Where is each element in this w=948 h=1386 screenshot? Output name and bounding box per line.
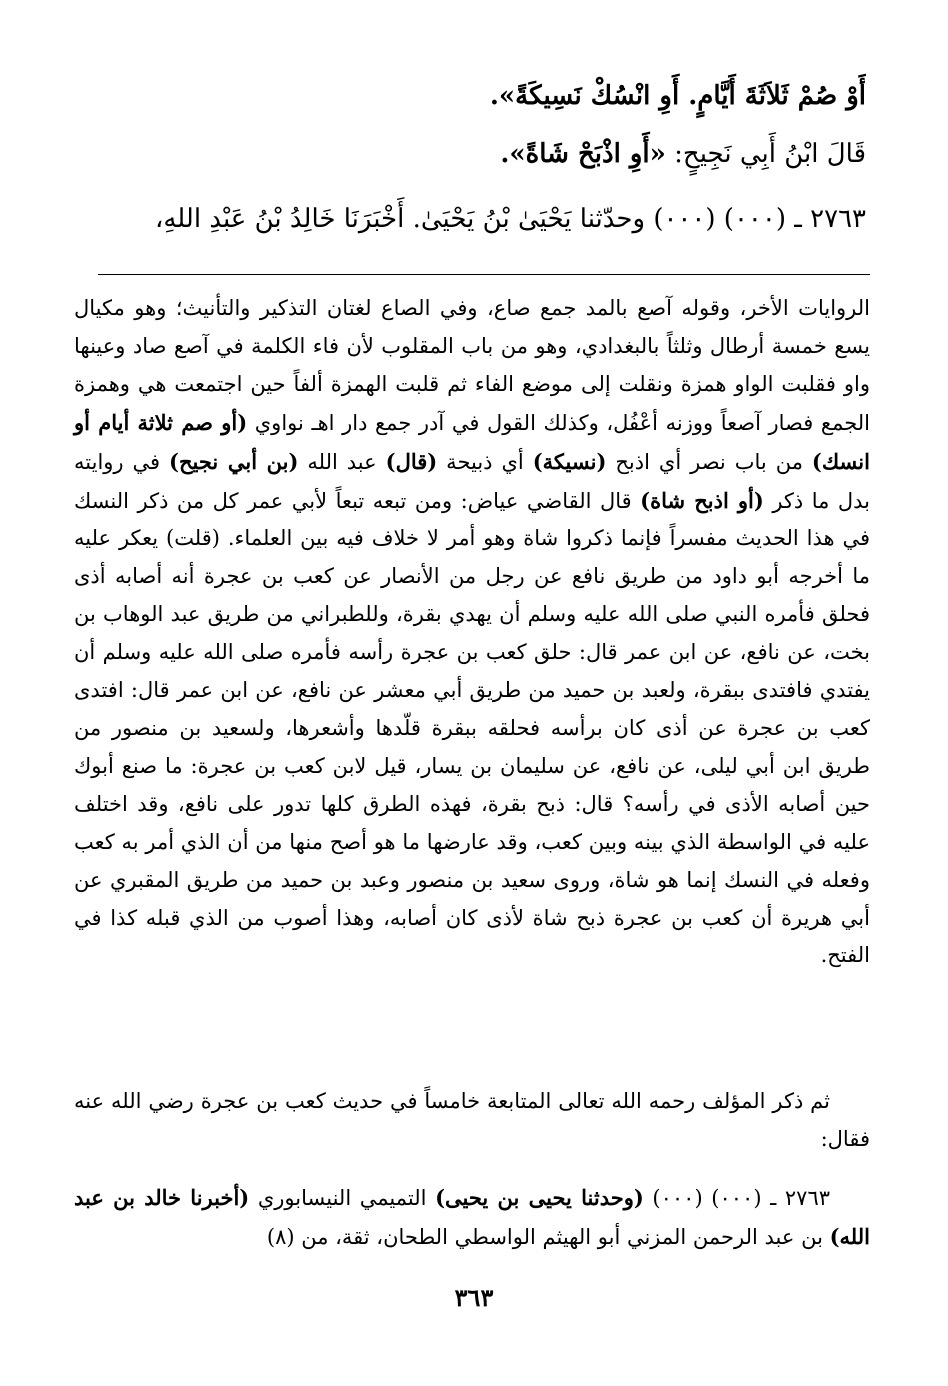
final-run: (أخبرنا خالد بن عبد الله) (74, 1185, 870, 1249)
hadith-line-1: أَوْ صُمْ ثَلاَثَةَ أَيَّامٍ. أَوِ انْسُكْ نَسِيكَةً». (489, 81, 866, 111)
commentary-run: عبد الله (298, 449, 386, 474)
commentary-run: (أو اذبح شاة) (640, 487, 764, 513)
hadith-line-2-text (500, 139, 866, 169)
hadith-line-3: ٢٧٦٣ ـ (٠٠٠) (٠٠٠) وحدّثنا يَحْيَىٰ بْنُ يَحْيَىٰ. أَخْبَرَنَا خَالِدُ بْنُ عَبْدِ اللهِ، (154, 204, 866, 234)
commentary-run: الروايات الأخر، وقوله آصع بالمد جمع صاع، وفي الصاع لغتان التذكير والتأنيث؛ وهو مكيال يسع خمسة أرطال وثلثاً بالبغدادي، وهو من باب المقلوب لأن فاء الكلمة في آصع صاد وعينها واو فقلبت الواو همزة ونقلت إلى موضع الفاء ثم قلبت الهمزة ألفاً حين اجتمعت هي وهمزة الجمع فصار آصعاً ووزنه أعْفُل، وكذلك القول في آدر جمع دار اهـ نواوي (74, 296, 870, 435)
hadith-line-2 (76, 128, 866, 180)
commentary-run: (قال) (385, 448, 438, 474)
final-run: ٢٧٦٣ ـ (٠٠٠) (٠٠٠) (643, 1186, 831, 1210)
page-number: ٣٦٣ (454, 1283, 494, 1312)
commentary-run: أي ذبيحة (437, 449, 533, 474)
footnote-divider (98, 274, 870, 275)
commentary-run: في روايته بدل ما ذكر (74, 449, 871, 513)
final-run: بن عبد الرحمن المزني أبو الهيثم الواسطي الطحان، ثقة، من (٨) (266, 1224, 830, 1249)
final-paragraph (74, 1179, 870, 1257)
commentary-run: من باب نصر أي اذبح (606, 449, 812, 474)
intro-block (74, 1083, 870, 1159)
commentary-run: (أو صم ثلاثة أيام أو انسك) (74, 409, 870, 474)
commentary-run: (نسيكة) (532, 448, 607, 474)
commentary-text (74, 290, 870, 975)
commentary-run: قال القاضي عياض: ومن تبعه تبعاً لأبي عمر كل من ذكر النسك في هذا الحديث مفسراً فإنما ذكروا شاة وهو أمر لا خلاف فيه بين العلماء. (قلت) يعكر عليه ما أخرجه أبو داود من طريق نافع عن رجل من الأنصار عن كعب بن عجرة أنه أصابه أذى فحلق فأمره النبي صلى الله عليه وسلم أن يهدي بقرة، وللطبراني من طريق عبد الوهاب بن بخت، عن نافع، عن ابن عمر قال: حلق كعب بن عجرة رأسه فأمره صلى الله عليه وسلم أن يفتدي فافتدى ببقرة، ولعبد بن حميد من طريق أبي معشر عن نافع، عن ابن عمر قال: افتدى كعب بن عجرة عن أذى كان برأسه فحلقه ببقرة قلّدها وأشعرها، ولسعيد بن منصور من طريق ابن أبي ليلى، عن نافع، عن سليمان بن يسار، قيل لابن كعب بن عجرة: ما صنع أبوك حين أصابه الأذى في رأسه؟ قال: ذبح بقرة، فهذه الطرق كلها تدور على نافع، وقد اختلف عليه في الواسطة الذي بينه وبين كعب، وقد عارضها ما هو أصح منها من أن الذي أمر به كعب وفعله في النسك إنما هو شاة، وروى سعيد بن منصور وعبد بن حميد من طريق المقبري عن أبي هريرة أن كعب بن عجرة ذبح شاة لأذى كان أصابه، وهذا أصوب من الذي قبله كذا في الفتح. (74, 488, 870, 968)
hadith-line-2-quote: «أَوِ اذْبَحْ شَاةً». (500, 139, 666, 169)
intro-paragraph: ثم ذكر المؤلف رحمه الله تعالى المتابعة خامساً في حديث كعب بن عجرة رضي الله عنه فقال: (74, 1089, 870, 1151)
commentary-run: (بن أبي نجيح) (169, 448, 299, 474)
final-block (74, 1179, 870, 1257)
hadith-line-2-plain: قَالَ ابْنُ أَبِي نَجِيحٍ: (665, 139, 866, 169)
final-run: التميمي النيسابوري (249, 1186, 436, 1210)
commentary-paragraph (74, 290, 870, 975)
final-run: (وحدثنا يحيى بن يحيى) (435, 1185, 644, 1210)
